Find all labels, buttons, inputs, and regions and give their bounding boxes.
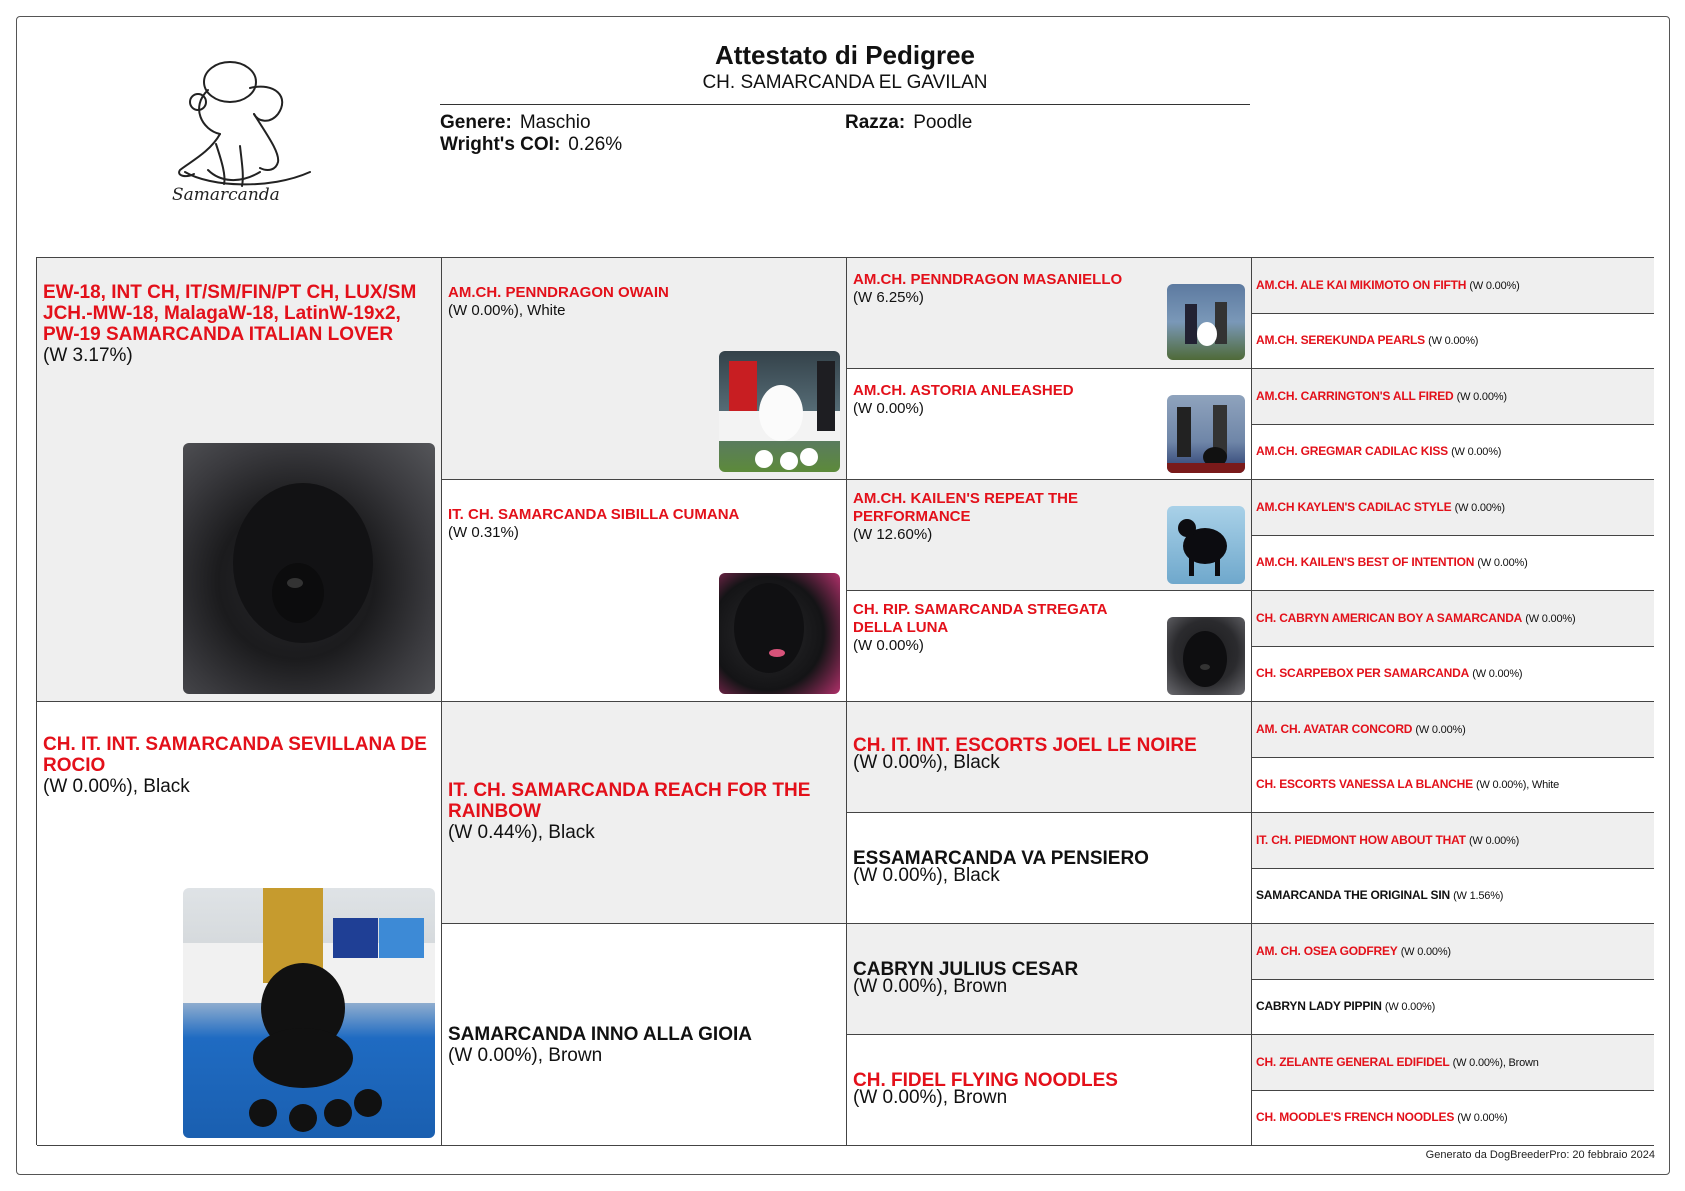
dog-name-text: CABRYN JULIUS CESAR [853, 959, 1079, 980]
gen3-cell-5[interactable] [847, 702, 1252, 813]
dog-name-text: CH. IT. INT. SAMARCANDA SEVILLANA DE ROCIO [43, 734, 427, 776]
dog-detail-text: (W 0.00%) [1469, 279, 1520, 292]
gen2-cell-1[interactable] [442, 258, 847, 480]
gen3-cell-1[interactable] [847, 258, 1252, 369]
dog-name-text: AM.CH. KAILEN'S BEST OF INTENTION [1256, 555, 1475, 570]
dog-photo [719, 351, 840, 472]
dog-name-text: SAMARCANDA INNO ALLA GIOIA [448, 1024, 752, 1045]
dog-detail-text: (W 0.00%) [1415, 723, 1466, 736]
dog-name-text: AM.CH. CARRINGTON'S ALL FIRED [1256, 388, 1454, 403]
dog-detail-text: (W 12.60%) [853, 526, 933, 543]
gen3-cell-6[interactable] [847, 813, 1252, 924]
dog-detail-text: (W 0.00%), Black [853, 752, 1000, 773]
dog-photo [183, 888, 435, 1138]
dog-detail-text: (W 0.00%), White [1476, 779, 1560, 792]
dog-name-text: AM.CH. PENNDRAGON MASANIELLO [853, 271, 1123, 288]
gen4-cell[interactable] [1252, 536, 1654, 592]
dog-photo [1167, 617, 1245, 695]
breed-label: Razza: [845, 112, 906, 133]
dog-name-text: CH. SCARPEBOX PER SAMARCANDA [1256, 666, 1470, 681]
dog-name-text: AM.CH. GREGMAR CADILAC KISS [1256, 444, 1448, 459]
sex-label: Genere: [440, 112, 512, 133]
dog-name-text: CH. ZELANTE GENERAL EDIFIDEL [1256, 1054, 1450, 1069]
dog-detail-text: (W 0.00%), Black [43, 776, 190, 797]
dog-name-text: CH. CABRYN AMERICAN BOY A SAMARCANDA [1256, 610, 1523, 625]
gen1-sire-cell[interactable] [37, 258, 442, 702]
dog-detail-text: (W 0.00%) [1457, 1112, 1508, 1125]
pedigree-table [36, 257, 1654, 1145]
dog-detail-text: (W 0.00%), Brown [1452, 1056, 1539, 1069]
gen4-cell[interactable] [1252, 869, 1654, 925]
gen3-cell-4[interactable] [847, 591, 1252, 702]
dog-detail-text: (W 6.25%) [853, 289, 924, 306]
logo-wordmark: Samarcanda [172, 185, 280, 205]
coi-info [440, 134, 622, 156]
dog-detail-text: (W 0.00%) [1454, 501, 1505, 514]
breed-value: Poodle [913, 112, 973, 133]
dog-detail-text: (W 0.00%) [853, 637, 924, 654]
dog-name-text: AM.CH. ALE KAI MIKIMOTO ON FIFTH [1256, 277, 1467, 292]
dog-detail-text: (W 0.00%) [1472, 668, 1523, 681]
dog-name: CH. SAMARCANDA EL GAVILAN [702, 72, 988, 93]
dog-photo [1167, 395, 1245, 473]
dog-detail-text: (W 1.56%) [1453, 890, 1504, 903]
dog-detail-text: (W 0.00%), Brown [853, 976, 1008, 997]
dog-name-text: CH. IT. INT. ESCORTS JOEL LE NOIRE [853, 735, 1197, 756]
gen2-cell-4[interactable] [442, 924, 847, 1146]
dog-detail-text: (W 0.00%) [1428, 335, 1479, 348]
gen4-column [1252, 258, 1654, 1146]
dog-detail-text: (W 0.00%), White [448, 302, 566, 319]
dog-name-text: AM. CH. AVATAR CONCORD [1256, 721, 1413, 736]
dog-detail-text: (W 0.00%), Brown [448, 1045, 603, 1066]
dog-detail-text: (W 0.00%), Black [853, 865, 1000, 886]
dog-detail-text: (W 0.31%) [448, 524, 519, 541]
gen4-cell[interactable] [1252, 980, 1654, 1036]
gen3-cell-7[interactable] [847, 924, 1252, 1035]
dog-detail-text: (W 0.00%) [1400, 945, 1451, 958]
header-divider [440, 104, 1250, 105]
gen4-cell[interactable] [1252, 758, 1654, 814]
gen4-cell[interactable] [1252, 1091, 1654, 1147]
sex-value: Maschio [519, 112, 591, 133]
dog-detail-text: (W 0.00%), Brown [853, 1087, 1008, 1108]
breed-info [845, 112, 972, 134]
dog-name-text: AM. CH. OSEA GODFREY [1256, 943, 1398, 958]
dog-photo [1167, 284, 1245, 360]
dog-name-text: AM.CH. KAILEN'S REPEAT THE PERFORMANCE [853, 490, 1078, 525]
dog-detail-text: (W 0.44%), Black [448, 822, 595, 843]
dog-name-text: CH. ESCORTS VANESSA LA BLANCHE [1256, 777, 1473, 792]
dog-detail-text: (W 0.00%) [1477, 557, 1528, 570]
dog-photo [1167, 506, 1245, 584]
dog-name-text: EW-18, INT CH, IT/SM/FIN/PT CH, LUX/SM JCH.-MW-18, MalagaW-18, LatinW-19x2, PW-19 SAMARCANDA ITALIAN LOVER [43, 282, 417, 345]
dog-detail-text: (W 0.00%) [1456, 390, 1507, 403]
dog-name-text: CH. FIDEL FLYING NOODLES [853, 1070, 1118, 1091]
coi-label: Wright's COI: [440, 134, 561, 155]
gen4-cell[interactable] [1252, 425, 1654, 481]
gen2-cell-3[interactable] [442, 702, 847, 924]
gen4-cell[interactable] [1252, 480, 1654, 536]
dog-detail-text: (W 0.00%) [1451, 446, 1502, 459]
dog-detail-text: (W 0.00%) [1384, 1001, 1436, 1014]
gen2-cell-2[interactable] [442, 480, 847, 702]
dog-photo [719, 573, 840, 694]
dog-name-text: IT. CH. SAMARCANDA REACH FOR THE RAINBOW [448, 780, 811, 822]
dog-name-text: AM.CH KAYLEN'S CADILAC STYLE [1256, 499, 1452, 514]
gen4-cell[interactable] [1252, 591, 1654, 647]
dog-name-text: CH. RIP. SAMARCANDA STREGATA DELLA LUNA [853, 601, 1107, 636]
dog-name-text: CH. MOODLE'S FRENCH NOODLES [1256, 1110, 1455, 1125]
dog-name-text: IT. CH. SAMARCANDA SIBILLA CUMANA [448, 506, 740, 523]
dog-name-text: AM.CH. PENNDRAGON OWAIN [448, 284, 669, 301]
dog-name-text: AM.CH. ASTORIA ANLEASHED [853, 382, 1074, 399]
gen4-cell[interactable] [1252, 369, 1654, 425]
dog-name-text: IT. CH. PIEDMONT HOW ABOUT THAT [1256, 832, 1466, 847]
gen3-cell-8[interactable] [847, 1035, 1252, 1146]
dog-name-text: SAMARCANDA THE ORIGINAL SIN [1256, 888, 1450, 903]
gen4-cell[interactable] [1252, 702, 1654, 758]
gen4-cell[interactable] [1252, 258, 1654, 314]
dog-detail-text: (W 0.00%) [1468, 834, 1520, 847]
gen4-cell[interactable] [1252, 813, 1654, 869]
gen3-cell-3[interactable] [847, 480, 1252, 591]
gen3-cell-2[interactable] [847, 369, 1252, 480]
dog-detail-text: (W 0.00%) [1525, 612, 1576, 625]
generated-by-footer: Generato da DogBreederPro: 20 febbraio 2024 [1425, 1149, 1655, 1161]
gen4-cell[interactable] [1252, 647, 1654, 703]
gen4-cell[interactable] [1252, 924, 1654, 980]
dog-photo [183, 443, 435, 694]
coi-value: 0.26% [568, 134, 623, 155]
kennel-logo [150, 52, 330, 212]
dog-name-text: AM.CH. SEREKUNDA PEARLS [1256, 333, 1425, 348]
dog-name-text: ESSAMARCANDA VA PENSIERO [853, 848, 1149, 869]
document-title: Attestato di Pedigree [714, 40, 976, 70]
gen4-cell[interactable] [1252, 314, 1654, 370]
dog-detail-text: (W 0.00%) [853, 400, 924, 417]
gen1-dam-cell[interactable] [37, 702, 442, 1146]
gen4-cell[interactable] [1252, 1035, 1654, 1091]
sex-info [440, 112, 591, 134]
dog-name-text: CABRYN LADY PIPPIN [1256, 999, 1382, 1014]
dog-detail-text: (W 3.17%) [43, 345, 133, 366]
